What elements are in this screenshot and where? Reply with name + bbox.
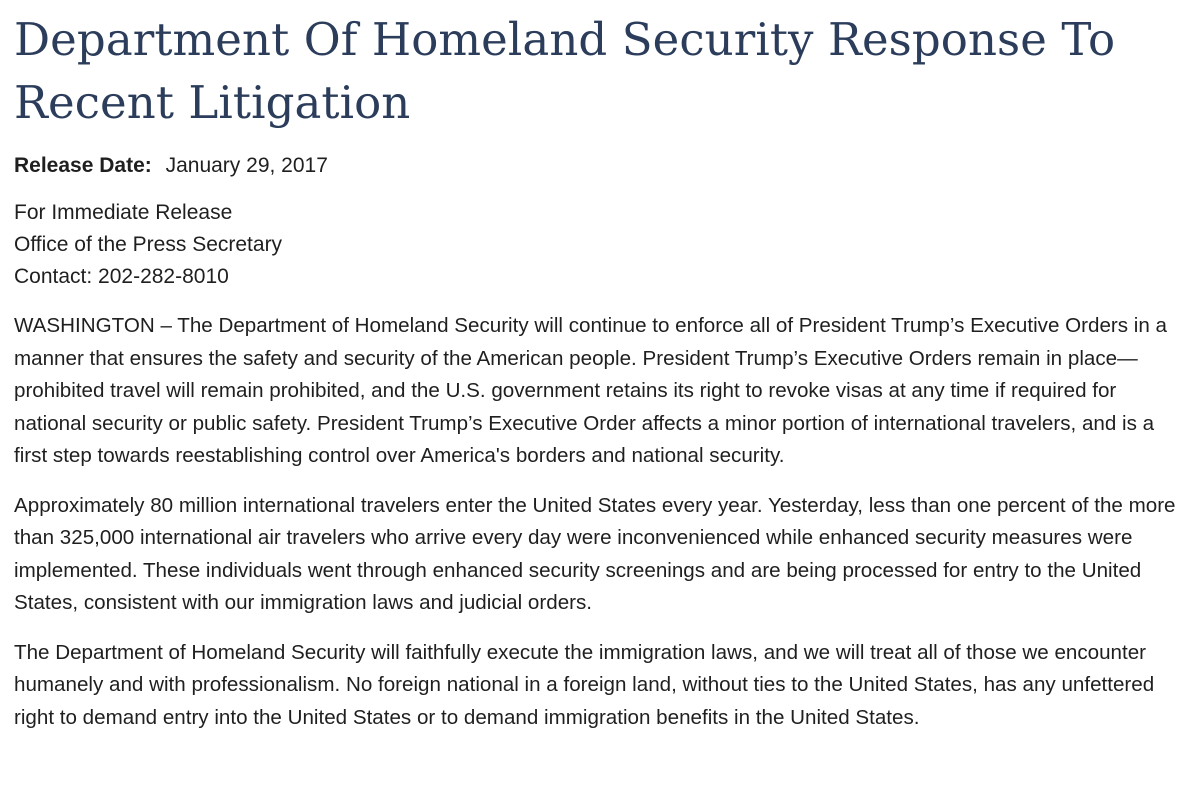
body-paragraph-1: WASHINGTON – The Department of Homeland Security will continue to enforce all of President Trump’s Executive Orders in a manner that ensures the safety and security of the American people. President Trump’s Executive Orders remain in place—prohibited travel will remain prohibited, and the U.S. government retains its right to revoke visas at any time if required for national security or public safety. President Trump’s Executive Order affects a minor portion of international travelers, and is a first step towards reestablishing control over America's borders and national security. <box>14 314 1167 467</box>
meta-immediate-release: For Immediate Release <box>14 201 233 224</box>
release-date-line <box>14 150 1186 182</box>
body-paragraph-2: Approximately 80 million international travelers enter the United States every year. Yesterday, less than one percent of the more than 325,000 international air travelers who arrive every day were inconvenienced while enhanced security measures were implemented. These individuals went through enhanced security screenings and are being processed for entry to the United States, consistent with our immigration laws and judicial orders. <box>14 493 1176 614</box>
release-date-label: Release Date: <box>14 154 152 177</box>
release-date-value: January 29, 2017 <box>165 154 328 177</box>
page-title: Department Of Homeland Security Response To Recent Litigation <box>14 13 1116 129</box>
meta-office: Office of the Press Secretary <box>14 233 283 256</box>
body-paragraph-3: The Department of Homeland Security will faithfully execute the immigration laws, and we will treat all of those we encounter humanely and with professionalism. No foreign national in a foreign land, without ties to the United States, has any unfettered right to demand entry into the United States or to demand immigration benefits in the United States. <box>14 640 1155 729</box>
release-meta <box>14 197 1186 293</box>
meta-contact: Contact: 202-282-8010 <box>14 265 229 288</box>
